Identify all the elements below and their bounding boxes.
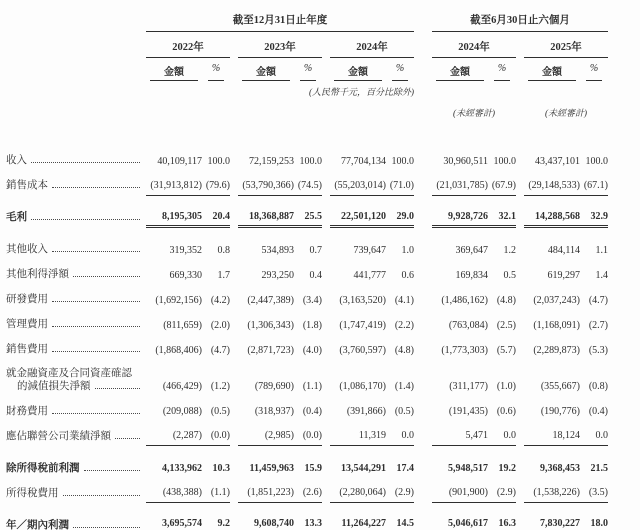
amount-column-label: 金額 bbox=[436, 62, 484, 81]
amount-cell: 169,834 bbox=[455, 270, 488, 281]
percent-cell: 10.3 bbox=[212, 463, 230, 475]
amount-cell: (763,084) bbox=[448, 320, 488, 331]
percent-cell: 19.2 bbox=[498, 463, 516, 475]
row-label bbox=[6, 365, 146, 396]
amount-cell: 739,647 bbox=[353, 245, 386, 256]
percent-cell: 100.0 bbox=[299, 156, 322, 167]
percent-cell: (3.5) bbox=[580, 484, 608, 503]
year-header-annual-2022: 2022年 bbox=[146, 37, 230, 58]
percent-cell: 0.0 bbox=[488, 427, 516, 446]
percent-cell: (0.0) bbox=[202, 427, 230, 446]
percent-cell: 100.0 bbox=[493, 156, 516, 167]
percent-cell: 0.4 bbox=[309, 270, 322, 281]
annual-period-title: 截至12月31日止年度 bbox=[146, 12, 414, 32]
row-label bbox=[6, 291, 146, 310]
percent-cell: 14.5 bbox=[386, 515, 414, 530]
amount-cell: (3,163,520) bbox=[339, 295, 386, 306]
table-row bbox=[6, 171, 610, 196]
amount-cell: 319,352 bbox=[169, 245, 202, 256]
row-label bbox=[6, 460, 146, 479]
amount-cell: (789,690) bbox=[254, 381, 294, 393]
dot-leader bbox=[115, 438, 140, 439]
amount-cell: 14,288,568 bbox=[524, 208, 580, 228]
percent-cell: 1.0 bbox=[401, 245, 414, 256]
amount-cell: (2,985) bbox=[238, 427, 294, 446]
amount-column-label: 金額 bbox=[150, 62, 198, 81]
amount-cell: 9,368,453 bbox=[540, 463, 580, 475]
percent-cell: (74.5) bbox=[294, 177, 322, 196]
amount-cell: 534,893 bbox=[261, 245, 294, 256]
period-group-header-row bbox=[6, 12, 610, 32]
percent-cell: 32.9 bbox=[580, 208, 608, 228]
row-label-text: 其他收入 bbox=[6, 244, 48, 256]
amount-cell: (1,538,226) bbox=[524, 484, 580, 503]
amount-cell: (2,447,389) bbox=[247, 295, 294, 306]
percent-cell: (5.3) bbox=[588, 345, 608, 356]
table-row bbox=[6, 203, 610, 228]
year-header-interim-2025: 2025年 bbox=[524, 37, 608, 58]
percent-cell: (79.6) bbox=[202, 177, 230, 196]
row-label bbox=[6, 241, 146, 260]
row-label-text: 財務費用 bbox=[6, 405, 48, 417]
amount-cell: (438,388) bbox=[146, 484, 202, 503]
amount-cell: (190,776) bbox=[540, 406, 580, 418]
amount-cell: (31,913,812) bbox=[146, 177, 202, 196]
percent-cell: 100.0 bbox=[207, 156, 230, 167]
amount-cell: 30,960,511 bbox=[443, 156, 488, 167]
percent-cell: (4.2) bbox=[210, 295, 230, 306]
percent-cell: (4.1) bbox=[394, 295, 414, 306]
amount-cell: (1,868,406) bbox=[155, 345, 202, 356]
amount-cell: 484,114 bbox=[547, 245, 580, 256]
amount-cell: (1,168,091) bbox=[533, 320, 580, 331]
dot-leader bbox=[95, 388, 141, 389]
percent-cell: (1.8) bbox=[302, 320, 322, 331]
percent-cell: (0.5) bbox=[394, 406, 414, 418]
amount-cell: (318,937) bbox=[254, 406, 294, 418]
row-label bbox=[6, 209, 146, 228]
row-label-text: 年／期內利潤 bbox=[6, 519, 69, 530]
percent-cell: 16.3 bbox=[488, 515, 516, 530]
table-row bbox=[6, 510, 610, 530]
row-label-text: 所得稅費用 bbox=[6, 487, 59, 499]
dot-leader bbox=[73, 276, 140, 277]
dot-leader bbox=[73, 527, 140, 528]
percent-column-label: % bbox=[494, 62, 510, 81]
amount-cell: 77,704,134 bbox=[341, 156, 386, 167]
amount-cell: (1,486,162) bbox=[441, 295, 488, 306]
dot-leader bbox=[52, 413, 140, 414]
row-label-text: 毛利 bbox=[6, 212, 27, 224]
percent-column-label: % bbox=[208, 62, 224, 81]
unaudited-note: (未經審計) bbox=[545, 108, 587, 118]
dot-leader bbox=[52, 301, 140, 302]
row-label-text: 應佔聯營公司業績淨額 bbox=[6, 430, 111, 442]
percent-cell: 17.4 bbox=[396, 463, 414, 475]
percent-cell: (0.0) bbox=[294, 427, 322, 446]
dot-leader bbox=[52, 326, 140, 327]
row-label-text: 除所得稅前利潤 bbox=[6, 462, 80, 474]
amount-cell: 369,647 bbox=[455, 245, 488, 256]
percent-cell: 1.4 bbox=[595, 270, 608, 281]
amount-cell: (3,760,597) bbox=[339, 345, 386, 356]
dot-leader bbox=[63, 495, 141, 496]
amount-cell: 5,046,617 bbox=[432, 515, 488, 530]
percent-cell: 29.0 bbox=[386, 208, 414, 228]
year-header-annual-2023: 2023年 bbox=[238, 37, 322, 58]
table-row bbox=[6, 285, 610, 310]
table-row bbox=[6, 310, 610, 335]
row-label bbox=[6, 428, 146, 447]
percent-cell: (2.0) bbox=[210, 320, 230, 331]
amount-column-label: 金額 bbox=[334, 62, 382, 81]
percent-cell: 1.7 bbox=[217, 270, 230, 281]
percent-column-label: % bbox=[392, 62, 408, 81]
amount-cell: (209,088) bbox=[162, 406, 202, 418]
amount-cell: 3,695,574 bbox=[146, 515, 202, 530]
table-row bbox=[6, 453, 610, 478]
amount-cell: 619,297 bbox=[547, 270, 580, 281]
row-label bbox=[6, 517, 146, 530]
dot-leader bbox=[84, 470, 141, 471]
row-label bbox=[6, 177, 146, 196]
amount-cell: (2,037,243) bbox=[533, 295, 580, 306]
row-label-text: 銷售費用 bbox=[6, 344, 48, 356]
amount-cell: 11,319 bbox=[330, 427, 386, 446]
amount-cell: 11,264,227 bbox=[330, 515, 386, 530]
percent-cell: 0.0 bbox=[580, 427, 608, 446]
percent-cell: (2.5) bbox=[496, 320, 516, 331]
amount-cell: (311,177) bbox=[449, 381, 488, 393]
amount-cell: (1,086,170) bbox=[339, 381, 386, 393]
unaudited-note-row bbox=[6, 106, 610, 119]
percent-cell: 9.2 bbox=[202, 515, 230, 530]
amount-cell: (2,287) bbox=[146, 427, 202, 446]
table-row bbox=[6, 365, 610, 396]
percent-cell: (4.0) bbox=[302, 345, 322, 356]
percent-cell: (1.2) bbox=[210, 381, 230, 393]
percent-cell: (4.8) bbox=[394, 345, 414, 356]
dot-leader bbox=[31, 219, 140, 220]
amount-cell: (2,280,064) bbox=[330, 484, 386, 503]
amount-cell: (2,289,873) bbox=[533, 345, 580, 356]
amount-cell: (55,203,014) bbox=[330, 177, 386, 196]
row-label bbox=[6, 485, 146, 504]
percent-cell: (4.7) bbox=[210, 345, 230, 356]
amount-cell: (1,851,223) bbox=[238, 484, 294, 503]
table-row bbox=[6, 260, 610, 285]
percent-cell: (4.7) bbox=[588, 295, 608, 306]
percent-cell: (1.0) bbox=[496, 381, 516, 393]
amount-cell: 43,437,101 bbox=[535, 156, 580, 167]
table-row bbox=[6, 396, 610, 421]
percent-cell: 100.0 bbox=[391, 156, 414, 167]
amount-cell: (901,900) bbox=[432, 484, 488, 503]
row-label-text: 銷售成本 bbox=[6, 180, 48, 192]
row-label bbox=[6, 152, 146, 171]
amount-cell: 4,133,962 bbox=[162, 463, 202, 475]
amount-cell: (29,148,533) bbox=[524, 177, 580, 196]
amount-cell: 9,608,740 bbox=[238, 515, 294, 530]
row-label-text: 收入 bbox=[6, 155, 27, 167]
table-row bbox=[6, 146, 610, 171]
year-header-annual-2024: 2024年 bbox=[330, 37, 414, 58]
amount-cell: (391,866) bbox=[346, 406, 386, 418]
percent-cell: (0.6) bbox=[496, 406, 516, 418]
amount-cell: (466,429) bbox=[162, 381, 202, 393]
percent-cell: (0.4) bbox=[588, 406, 608, 418]
table-row bbox=[6, 421, 610, 446]
percent-cell: (4.8) bbox=[496, 295, 516, 306]
row-label-text: 其他利得淨額 bbox=[6, 269, 69, 281]
row-label bbox=[6, 266, 146, 285]
percent-cell: (2.2) bbox=[394, 320, 414, 331]
table-row bbox=[6, 478, 610, 503]
percent-cell: 25.5 bbox=[294, 208, 322, 228]
percent-cell: (1.1) bbox=[202, 484, 230, 503]
percent-cell: (67.9) bbox=[488, 177, 516, 196]
year-header-interim-2024: 2024年 bbox=[432, 37, 516, 58]
percent-cell: (2.9) bbox=[488, 484, 516, 503]
percent-cell: (0.8) bbox=[588, 381, 608, 393]
interim-period-title: 截至6月30日止六個月 bbox=[432, 12, 608, 32]
percent-cell: (67.1) bbox=[580, 177, 608, 196]
percent-cell: 13.3 bbox=[294, 515, 322, 530]
financial-table-body bbox=[6, 146, 610, 530]
percent-cell: 20.4 bbox=[202, 208, 230, 228]
percent-cell: (3.4) bbox=[302, 295, 322, 306]
amount-cell: 11,459,963 bbox=[249, 463, 294, 475]
percent-cell: 21.5 bbox=[590, 463, 608, 475]
percent-cell: (71.0) bbox=[386, 177, 414, 196]
amount-cell: 18,124 bbox=[524, 427, 580, 446]
amount-cell: 293,250 bbox=[261, 270, 294, 281]
percent-cell: 1.2 bbox=[503, 245, 516, 256]
amount-cell: (191,435) bbox=[448, 406, 488, 418]
amount-cell: 9,928,726 bbox=[432, 208, 488, 228]
dot-leader bbox=[31, 162, 140, 163]
unaudited-note: (未經審計) bbox=[453, 108, 495, 118]
amount-cell: 669,330 bbox=[169, 270, 202, 281]
percent-cell: 18.0 bbox=[580, 515, 608, 530]
percent-cell: (0.5) bbox=[210, 406, 230, 418]
amount-cell: (355,667) bbox=[540, 381, 580, 393]
amount-cell: (1,306,343) bbox=[247, 320, 294, 331]
percent-cell: (0.4) bbox=[302, 406, 322, 418]
amount-cell: 5,471 bbox=[432, 427, 488, 446]
percent-cell: 0.0 bbox=[386, 427, 414, 446]
row-label-text-2: 的減值損失淨額 bbox=[17, 380, 91, 392]
amount-cell: 8,195,305 bbox=[146, 208, 202, 228]
percent-cell: 0.5 bbox=[503, 270, 516, 281]
amount-cell: (1,747,419) bbox=[339, 320, 386, 331]
percent-cell: 100.0 bbox=[585, 156, 608, 167]
percent-cell: 0.6 bbox=[401, 270, 414, 281]
amount-cell: (811,659) bbox=[163, 320, 202, 331]
amount-cell: 40,109,117 bbox=[157, 156, 202, 167]
percent-column-label: % bbox=[586, 62, 602, 81]
amount-cell: (53,790,366) bbox=[238, 177, 294, 196]
amount-cell: 72,159,253 bbox=[249, 156, 294, 167]
amount-column-label: 金額 bbox=[242, 62, 290, 81]
row-label bbox=[6, 403, 146, 422]
column-label-row bbox=[6, 62, 610, 81]
row-label-text: 就金融資產及合同資產確認 bbox=[6, 368, 132, 379]
percent-cell: 0.7 bbox=[309, 245, 322, 256]
amount-cell: (2,871,723) bbox=[247, 345, 294, 356]
amount-cell: 7,830,227 bbox=[524, 515, 580, 530]
row-label-text: 管理費用 bbox=[6, 319, 48, 331]
row-label bbox=[6, 341, 146, 360]
table-row bbox=[6, 235, 610, 260]
row-label-text: 研發費用 bbox=[6, 294, 48, 306]
percent-cell: 32.1 bbox=[488, 208, 516, 228]
amount-cell: 22,501,120 bbox=[330, 208, 386, 228]
amount-cell: (21,031,785) bbox=[432, 177, 488, 196]
year-header-row bbox=[6, 37, 610, 58]
percent-cell: (5.7) bbox=[496, 345, 516, 356]
percent-cell: (1.4) bbox=[394, 381, 414, 393]
amount-cell: (1,773,303) bbox=[441, 345, 488, 356]
amount-cell: 441,777 bbox=[353, 270, 386, 281]
percent-column-label: % bbox=[300, 62, 316, 81]
percent-cell: 1.1 bbox=[595, 245, 608, 256]
percent-cell: (2.6) bbox=[294, 484, 322, 503]
row-label bbox=[6, 316, 146, 335]
amount-cell: 5,948,517 bbox=[448, 463, 488, 475]
percent-cell: 0.8 bbox=[217, 245, 230, 256]
amount-cell: (1,692,156) bbox=[155, 295, 202, 306]
amount-cell: 18,368,887 bbox=[238, 208, 294, 228]
table-row bbox=[6, 335, 610, 360]
percent-cell: (2.7) bbox=[588, 320, 608, 331]
percent-cell: (1.1) bbox=[302, 381, 322, 393]
percent-cell: (2.9) bbox=[386, 484, 414, 503]
currency-unit-note: (人民幣千元，百分比除外) bbox=[309, 87, 414, 97]
percent-cell: 15.9 bbox=[304, 463, 322, 475]
amount-cell: 13,544,291 bbox=[341, 463, 386, 475]
unit-note-row bbox=[6, 85, 610, 98]
amount-column-label: 金額 bbox=[528, 62, 576, 81]
dot-leader bbox=[52, 351, 140, 352]
dot-leader bbox=[52, 251, 140, 252]
dot-leader bbox=[52, 187, 140, 188]
